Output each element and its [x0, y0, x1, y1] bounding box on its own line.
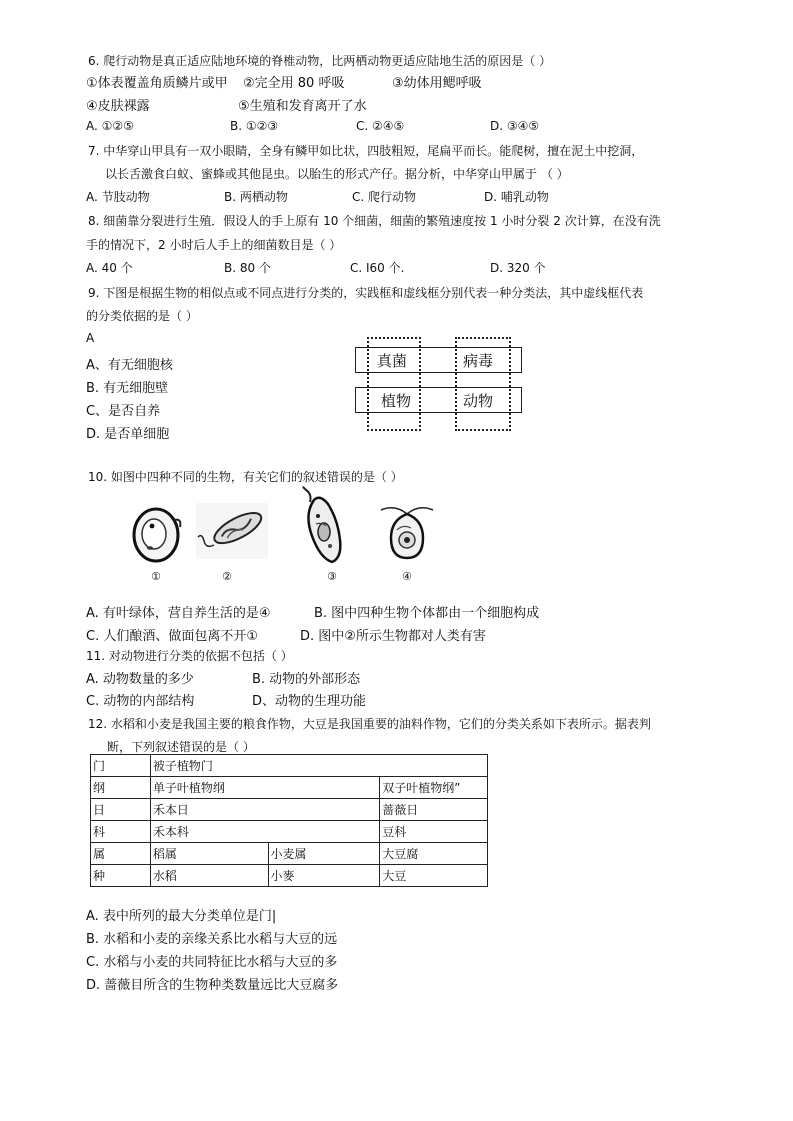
table-row: [91, 777, 488, 799]
q6-statement-1: ①体表覆盖角质鳞片或甲: [86, 76, 228, 91]
q6-option-d: D. ③④⑤: [490, 119, 540, 133]
q12-option-c: C. 水稻与小麦的共同特征比水稻与大豆的多: [86, 955, 338, 970]
q12-option-a: A. 表中所列的最大分类单位是门|: [86, 909, 277, 924]
q8-stem-line2: 手的情况下，2 小时后人手上的细菌数目是（ ）: [86, 238, 342, 252]
q9-stem-line2: 的分类依据的是（ ）: [86, 309, 198, 323]
q7-option-b: B. 两栖动物: [224, 190, 288, 204]
q9-option-a: A、有无细胞核: [86, 358, 173, 373]
table-cell: 日: [91, 799, 151, 821]
table-cell: 单子叶植物纲: [150, 777, 379, 799]
label-fungi: 真菌: [377, 352, 408, 370]
q6-statement-5: ⑤生殖和发育离开了水: [238, 99, 367, 114]
q7-stem-line2: 以长舌激食白蚁、蜜蜂或其他昆虫。以胎生的形式产仔。据分析，中华穿山甲属于 （ ）: [105, 167, 569, 181]
q7-option-d: D. 哺乳动物: [484, 190, 549, 204]
q8-option-c: C. I60 个.: [350, 261, 405, 275]
q11-option-b: B. 动物的外部形态: [252, 672, 361, 687]
table-row: [91, 865, 488, 887]
organism-label-4: ④: [402, 570, 412, 583]
label-virus: 病毒: [463, 352, 494, 370]
table-cell: 禾本日: [150, 799, 379, 821]
table-cell: 种: [91, 865, 151, 887]
label-animal: 动物: [463, 392, 494, 410]
q11-option-d: D、动物的生理功能: [252, 694, 367, 709]
q6-statement-2: ②完全用 80 呼吸: [243, 76, 345, 91]
chlamydomonas-image: [375, 500, 439, 564]
table-row: [91, 843, 488, 865]
table-cell: 蔷薇日: [380, 799, 488, 821]
q10-stem: 10. 如图中四种不同的生物，有关它们的叙述错误的是（ ）: [88, 470, 403, 484]
protozoan-image: [298, 484, 352, 566]
q11-option-a: A. 动物数量的多少: [86, 672, 194, 687]
table-cell: 属: [91, 843, 151, 865]
q7-stem-line1: 7. 中华穿山甲具有一双小眼睛，全身有鳞甲如比状，四肢粗短，尾扁平而长。能爬树，擅在泥土中挖洞，: [88, 144, 644, 158]
table-cell: 大豆腐: [380, 843, 488, 865]
q6-statement-3: ③幼体用鳃呼吸: [392, 76, 482, 91]
q9-option-b: B. 有无细胞壁: [86, 381, 169, 396]
q8-option-d: D. 320 个: [490, 261, 546, 275]
table-cell: 豆科: [380, 821, 488, 843]
q11-stem: 11. 对动物进行分类的依据不包括（ ）: [86, 649, 293, 663]
q12-stem-line1: 12. 水稻和小麦是我国主要的粮食作物，大豆是我国重要的油料作物，它们的分类关系如下表所示。据表判: [88, 717, 651, 731]
table-cell: 双子叶植物纲”: [380, 777, 488, 799]
q9-option-d: D. 是否单细胞: [86, 427, 170, 442]
table-cell: 纲: [91, 777, 151, 799]
organism-label-1: ①: [151, 570, 161, 583]
bacterium-image: [196, 503, 268, 559]
q6-option-c: C. ②④⑤: [356, 119, 405, 133]
q10-option-b: B. 图中四种生物个体都由一个细胞构成: [314, 606, 540, 621]
q6-option-b: B. ①②③: [230, 119, 279, 133]
table-cell: 门: [91, 755, 151, 777]
table-cell: 禾本科: [150, 821, 379, 843]
q8-stem-line1: 8. 细菌靠分裂进行生殖．假设人的手上原有 10 个细菌，细菌的繁殖速度按 1 小时分裂 2 次计算，在没有洗: [88, 214, 661, 228]
table-cell: 稻属: [150, 843, 268, 865]
table-cell: 科: [91, 821, 151, 843]
table-cell: 小麥: [268, 865, 380, 887]
q12-option-b: B. 水稻和小麦的亲缘关系比水稻与大豆的远: [86, 932, 338, 947]
q9-option-c: C、是否自养: [86, 404, 161, 419]
q10-option-d: D. 图中②所示生物都对人类有害: [300, 629, 486, 644]
q12-stem-line2: 断，下列叙述错误的是（ ）: [107, 740, 255, 754]
q9-stem-line1: 9. 下图是根据生物的相似点或不同点进行分类的，实践框和虚线框分别代表一种分类法，其中虚线框代表: [88, 286, 644, 300]
table-row: [91, 755, 488, 777]
classification-table: [90, 754, 488, 887]
table-cell: 被子植物门: [150, 755, 487, 777]
q7-option-c: C. 爬行动物: [352, 190, 417, 204]
table-cell: 大豆: [380, 865, 488, 887]
q7-option-a: A. 节肢动物: [86, 190, 150, 204]
q10-option-a: A. 有叶绿体，营自养生活的是④: [86, 606, 271, 621]
q10-option-c: C. 人们酿酒、做面包离不开①: [86, 629, 258, 644]
q12-option-d: D. 蔷薇目所含的生物种类数量远比大豆腐多: [86, 978, 339, 993]
table-row: [91, 821, 488, 843]
table-row: [91, 799, 488, 821]
q8-option-b: B. 80 个: [224, 261, 271, 275]
q9-answer-mark: A: [86, 331, 95, 345]
q6-option-a: A. ①②⑤: [86, 119, 134, 133]
q6-stem: 6. 爬行动物是真正适应陆地环境的脊椎动物，比两栖动物更适应陆地生活的原因是（ ）: [88, 54, 552, 68]
q8-option-a: A. 40 个: [86, 261, 133, 275]
yeast-cell-image: [130, 505, 186, 567]
q6-statement-4: ④皮肤裸露: [86, 99, 150, 114]
q11-option-c: C. 动物的内部结构: [86, 694, 195, 709]
table-cell: 水稻: [150, 865, 268, 887]
organism-label-3: ③: [327, 570, 337, 583]
label-plant: 植物: [381, 392, 412, 410]
organism-label-2: ②: [222, 570, 232, 583]
table-cell: 小麦属: [268, 843, 380, 865]
